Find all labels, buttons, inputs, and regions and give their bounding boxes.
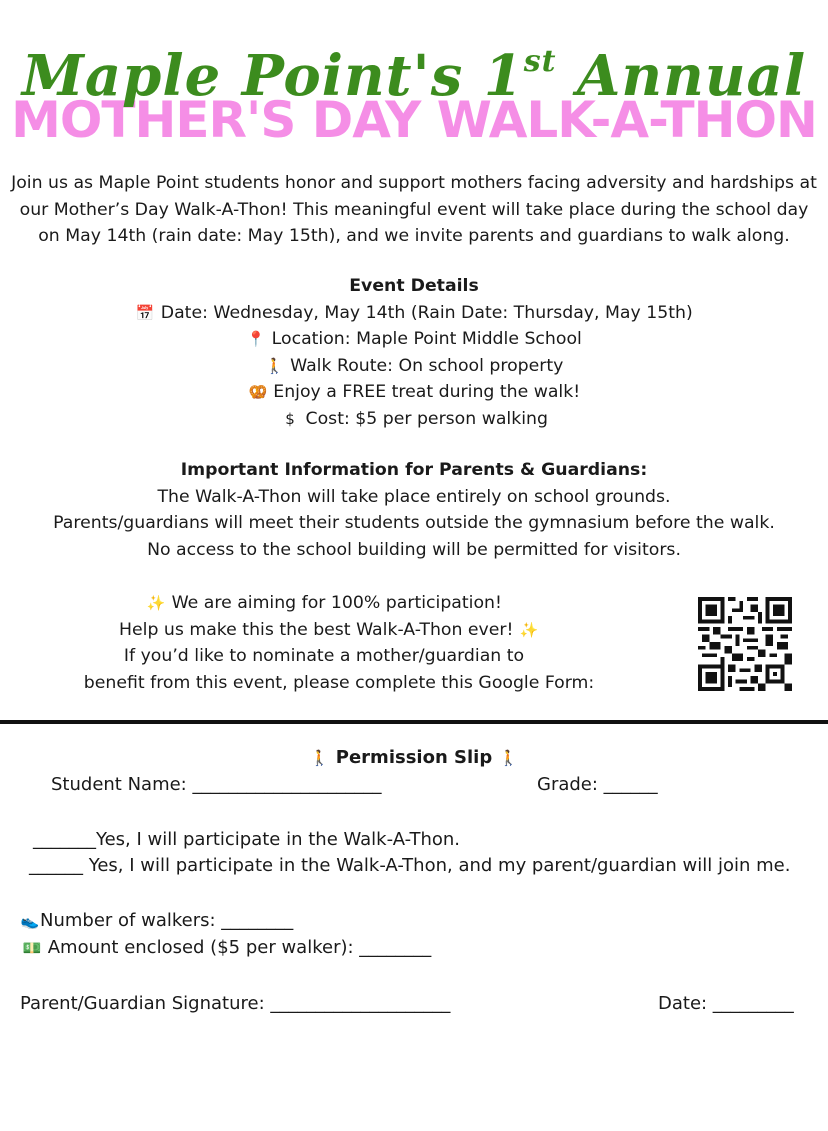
participation-line3: If you’d like to nominate a mother/guardian to [123, 646, 525, 666]
amount-enclosed-field[interactable]: 💵 Amount enclosed ($5 per walker): ________ [22, 935, 431, 961]
money-icon: 💵 [22, 939, 42, 957]
permission-slip-title: 🚶 Permission Slip 🚶 [0, 745, 828, 771]
sparkle-icon: ✨ [519, 620, 539, 639]
detail-route: 🚶 Walk Route: On school property [0, 353, 828, 380]
date-field[interactable]: Date: _________ [658, 993, 794, 1014]
info-line: Parents/guardians will meet their students outside the gymnasium before the walk. [53, 513, 775, 533]
student-name-field[interactable]: Student Name: _____________________ [51, 774, 382, 795]
shoe-icon: 👟 [20, 912, 40, 930]
intro-paragraph: Join us as Maple Point students honor and support mothers facing adversity and hardships at our Mother’s Day Walk-A-Thon! This meaningful event will take place during the school day on May 14th (rain date: May 15th), and we invite parents and guardians to walk along. [11, 173, 817, 246]
title-script: Maple Point's 1st Annual [21, 43, 807, 109]
participation-line1: ✨ We are aiming for 100% participation! [0, 590, 648, 617]
pin-icon: 📍 [246, 330, 266, 348]
walker-icon: 🚶 [499, 749, 518, 767]
section-divider [0, 720, 828, 724]
title-bold: MOTHER'S DAY WALK-A-THON [11, 91, 817, 149]
number-of-walkers-field[interactable]: 👟Number of walkers: ________ [20, 908, 293, 934]
walker-icon: 🚶 [310, 749, 329, 767]
participation-line4: benefit from this event, please complete this Google Form: [83, 672, 595, 693]
detail-location: 📍 Location: Maple Point Middle School [0, 326, 828, 353]
detail-cost: $ Cost: $5 per person walking [0, 406, 828, 433]
detail-treat: 🥨 Enjoy a FREE treat during the walk! [0, 379, 828, 406]
info-line: No access to the school building will be permitted for visitors. [147, 539, 681, 560]
participate-with-parent-option[interactable]: ______ Yes, I will participate in the Walk-A-Thon, and my parent/guardian will join me. [29, 855, 791, 876]
sparkle-icon: ✨ [146, 594, 166, 612]
event-details [0, 273, 828, 432]
important-info-heading: Important Information for Parents & Guardians: [180, 460, 648, 480]
pretzel-icon: 🥨 [248, 383, 268, 401]
calendar-icon: 📅 [135, 303, 155, 322]
event-details-heading: Event Details [349, 276, 479, 296]
participate-option[interactable]: _______Yes, I will participate in the Walk-A-Thon. [33, 829, 460, 850]
dollar-icon: $ [285, 409, 295, 428]
participation-line2: Help us make this the best Walk-A-Thon ever! ✨ [0, 617, 658, 644]
grade-field[interactable]: Grade: ______ [537, 774, 658, 795]
detail-date: 📅 Date: Wednesday, May 14th (Rain Date: Thursday, May 15th) [0, 300, 828, 327]
important-info [0, 457, 828, 563]
info-line: The Walk-A-Thon will take place entirely on school grounds. [157, 486, 671, 507]
qr-code[interactable] [696, 597, 794, 691]
signature-field[interactable]: Parent/Guardian Signature: ____________________ [20, 993, 451, 1014]
walker-icon: 🚶 [265, 356, 284, 375]
